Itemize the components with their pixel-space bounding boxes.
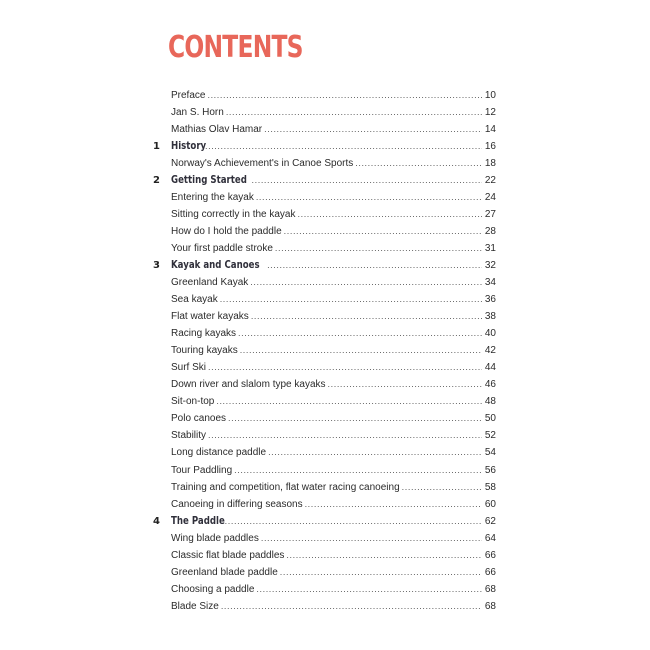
toc-chapter-row[interactable] [150,172,496,189]
toc-entry [171,104,496,121]
table-of-contents [150,87,496,615]
page-number: 64 [484,532,496,544]
page-number: 18 [484,157,496,169]
toc-entry-row[interactable] [150,104,496,121]
toc-entry [171,291,496,308]
toc-entry-row[interactable] [150,427,496,444]
page-number: 68 [484,600,496,612]
dot-leader [216,393,482,410]
dot-leader [284,223,482,240]
dot-leader [207,87,482,104]
toc-entry-row[interactable] [150,564,496,581]
dot-leader [261,530,482,547]
page-number: 60 [484,498,496,510]
page-number: 48 [484,396,496,408]
dot-leader [252,172,482,189]
dot-leader [208,359,482,376]
section-title: Surf Ski [171,362,207,374]
page-number: 24 [484,191,496,203]
toc-chapter-row[interactable] [150,138,496,155]
toc-entry-row[interactable] [150,359,496,376]
dot-leader [256,581,482,598]
toc-entry-row[interactable] [150,291,496,308]
page-number: 27 [484,208,496,220]
toc-entry-row[interactable] [150,547,496,564]
dot-leader [268,444,482,461]
dot-leader [256,189,482,206]
toc-entry-row[interactable] [150,121,496,138]
section-title: Mathias Olav Hamar [171,123,263,135]
page-number: 28 [484,225,496,237]
toc-entry [171,121,496,138]
page-number: 16 [484,140,496,152]
section-title: Jan S. Horn [171,106,224,118]
chapter-number: 1 [153,140,160,152]
section-title: Greenland Kayak [171,277,249,289]
section-title: Sit-on-top [171,396,215,408]
section-title: Tour Paddling [171,464,233,476]
section-title: Touring kayaks [171,345,238,357]
chapter-title: History [171,139,207,152]
dot-leader [305,496,482,513]
toc-entry-row[interactable] [150,410,496,427]
section-title: Norway's Achievement's in Canoe Sports [171,157,354,169]
section-title: Sea kayak [171,294,218,306]
page-number: 50 [484,413,496,425]
page-number: 32 [484,259,496,271]
dot-leader [225,513,482,530]
dot-leader [355,155,482,172]
dot-leader [228,410,482,427]
section-title: Your first paddle stroke [171,242,273,254]
toc-entry-row[interactable] [150,274,496,291]
toc-entry [171,223,496,240]
toc-entry [171,155,496,172]
dot-leader [238,325,482,342]
toc-entry [171,410,496,427]
page-number: 66 [484,549,496,561]
dot-leader [202,138,482,155]
toc-entry [171,513,496,530]
dot-leader [240,342,482,359]
page-number: 10 [484,89,496,101]
toc-chapter-row[interactable] [150,257,496,274]
toc-entry-row[interactable] [150,223,496,240]
page-number: 62 [484,515,496,527]
page-number: 68 [484,583,496,595]
page-number: 31 [484,242,496,254]
toc-entry-row[interactable] [150,462,496,479]
section-title: Down river and slalom type kayaks [171,379,326,391]
toc-entry-row[interactable] [150,530,496,547]
section-title: Stability [171,430,207,442]
page-number: 54 [484,447,496,459]
toc-entry-row[interactable] [150,240,496,257]
toc-entry [171,393,496,410]
dot-leader [298,206,483,223]
toc-entry [171,189,496,206]
section-title: Wing blade paddles [171,532,259,544]
section-title: Choosing a paddle [171,583,255,595]
page-number: 40 [484,328,496,340]
page-number: 58 [484,481,496,493]
toc-entry-row[interactable] [150,325,496,342]
section-title: How do I hold the paddle [171,225,282,237]
toc-entry [171,530,496,547]
chapter-number: 2 [153,174,160,186]
toc-entry [171,479,496,496]
toc-entry [171,462,496,479]
section-title: Preface [171,89,206,101]
dot-leader [226,104,482,121]
toc-entry [171,427,496,444]
toc-entry [171,172,496,189]
toc-entry [171,598,496,615]
toc-entry [171,87,496,104]
dot-leader [251,308,482,325]
toc-entry [171,308,496,325]
page-number: 66 [484,566,496,578]
toc-entry [171,496,496,513]
page-number: 34 [484,277,496,289]
chapter-title: The Paddle [171,514,225,527]
chapter-number: 3 [153,259,160,271]
toc-entry-row[interactable] [150,444,496,461]
dot-leader [328,376,482,393]
toc-entry-row[interactable] [150,308,496,325]
toc-entry [171,376,496,393]
page-number: 38 [484,311,496,323]
toc-entry-row[interactable] [150,342,496,359]
dot-leader [221,598,482,615]
toc-entry [171,257,496,274]
section-title: Polo canoes [171,413,227,425]
dot-leader [208,427,482,444]
toc-entry [171,206,496,223]
section-title: Canoeing in differing seasons [171,498,303,510]
toc-entry-row[interactable] [150,189,496,206]
toc-entry-row[interactable] [150,206,496,223]
section-title: Racing kayaks [171,328,237,340]
chapter-title: Getting Started [171,173,247,186]
toc-entry [171,564,496,581]
page-number: 14 [484,123,496,135]
page-title: CONTENTS [168,30,303,65]
dot-leader [267,257,482,274]
dot-leader [280,564,482,581]
dot-leader [264,121,482,138]
section-title: Training and competition, flat water racing canoeing [171,481,400,493]
page-number: 44 [484,362,496,374]
toc-entry [171,359,496,376]
toc-entry [171,342,496,359]
page-number: 36 [484,294,496,306]
toc-entry [171,547,496,564]
toc-entry-row[interactable] [150,496,496,513]
toc-entry-row[interactable] [150,598,496,615]
chapter-number: 4 [153,515,160,527]
section-title: Long distance paddle [171,447,267,459]
toc-entry-row[interactable] [150,376,496,393]
toc-entry-row[interactable] [150,87,496,104]
page-number: 56 [484,464,496,476]
toc-entry [171,240,496,257]
toc-chapter-row[interactable] [150,513,496,530]
chapter-title: Kayak and Canoes [171,258,260,271]
page-number: 52 [484,430,496,442]
section-title: Classic flat blade paddles [171,549,285,561]
page-number: 46 [484,379,496,391]
toc-entry [171,444,496,461]
dot-leader [402,479,482,496]
toc-entry [171,274,496,291]
section-title: Entering the kayak [171,191,254,203]
dot-leader [275,240,482,257]
dot-leader [220,291,482,308]
dot-leader [234,462,482,479]
dot-leader [286,547,482,564]
toc-entry-row[interactable] [150,155,496,172]
toc-entry [171,325,496,342]
section-title: Blade Size [171,600,219,612]
page-number: 42 [484,345,496,357]
section-title: Flat water kayaks [171,311,249,323]
page-number: 12 [484,106,496,118]
dot-leader [250,274,482,291]
page-number: 22 [484,174,496,186]
toc-entry-row[interactable] [150,581,496,598]
toc-entry-row[interactable] [150,479,496,496]
toc-entry-row[interactable] [150,393,496,410]
toc-entry [171,581,496,598]
toc-entry [171,138,496,155]
section-title: Sitting correctly in the kayak [171,208,296,220]
section-title: Greenland blade paddle [171,566,278,578]
